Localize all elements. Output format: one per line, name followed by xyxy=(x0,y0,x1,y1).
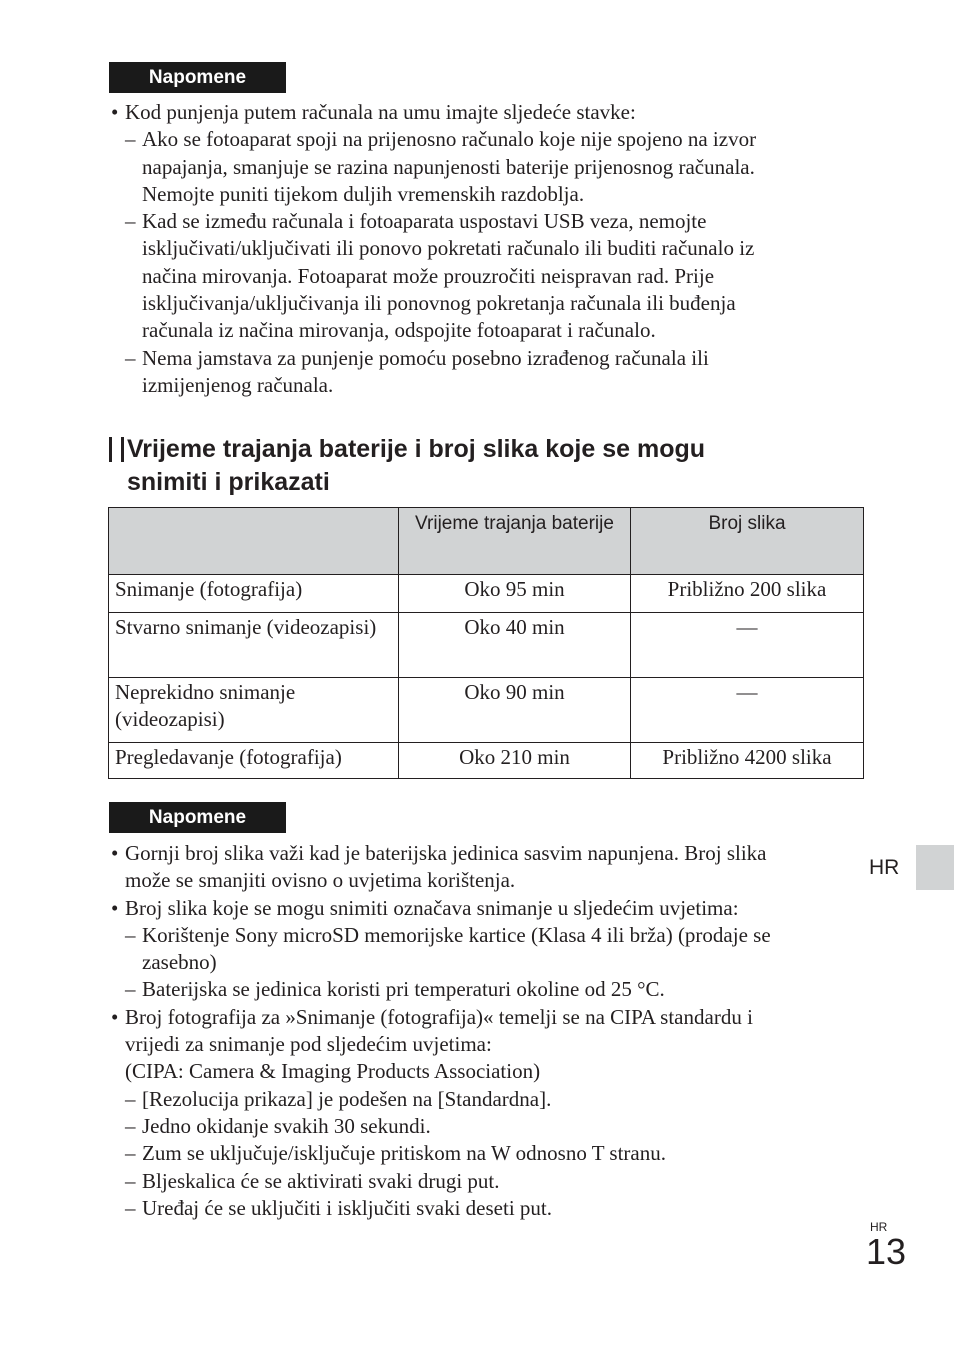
section-marker-icon xyxy=(109,437,124,462)
page-language: HR xyxy=(870,1220,888,1234)
list-item: • Gornji broj slika važi kad je baterijska jedinica sasvim napunjena. Broj slika može se smanjiti ovisno o uvjetima korištenja. xyxy=(109,840,864,895)
list-item: – Ako se fotoaparat spoji na prijenosno računalo koje nije spojeno na izvor napajanja, smanjuje se razina napunjenosti baterije prijenosnog računala. Nemojte puniti tijekom duljih vremenskih razdoblja. xyxy=(109,126,869,208)
table-row xyxy=(109,575,864,613)
table-cell: Neprekidno snimanje (videozapisi) xyxy=(109,678,399,743)
list-item: – Nema jamstava za punjenje pomoću posebno izrađenog računala ili izmijenjenog računala. xyxy=(109,345,869,400)
notes-list-charging xyxy=(109,99,869,399)
table-cell: — xyxy=(631,678,864,743)
list-item: – Kad se između računala i fotoaparata uspostavi USB veza, nemojte isključivati/uključivati ili ponovo pokretati računalo ili buditi računalo iz načina mirovanja. Fotoaparat može prouzročiti neispravan rad. Prije isključivanja/uključivanja ili ponovnog pokretanja računala ili buđenja računala iz načina mirovanja, odspojite fotoaparat i računalo. xyxy=(109,208,869,344)
notes-list-images xyxy=(109,840,864,1222)
table-row xyxy=(109,613,864,678)
table-cell: Oko 95 min xyxy=(399,575,631,613)
table-cell: Oko 40 min xyxy=(399,613,631,678)
list-item: – Baterijska se jedinica koristi pri temperaturi okoline od 25 °C. xyxy=(109,976,864,1003)
table-cell: Pregledavanje (fotografija) xyxy=(109,743,399,779)
table-row xyxy=(109,743,864,779)
table-header xyxy=(109,508,399,575)
language-tab xyxy=(916,845,954,890)
table-header-row xyxy=(109,508,864,575)
table-header: Broj slika xyxy=(631,508,864,575)
table-cell: Približno 200 slika xyxy=(631,575,864,613)
table-cell: Stvarno snimanje (videozapisi) xyxy=(109,613,399,678)
table-row xyxy=(109,678,864,743)
page-number: 13 xyxy=(866,1231,907,1272)
table-cell: Oko 210 min xyxy=(399,743,631,779)
notes-label: Napomene xyxy=(109,802,286,833)
list-item: – Uređaj će se uključiti i isključiti svaki deseti put. xyxy=(109,1195,864,1222)
list-item: • Broj slika koje se mogu snimiti označava snimanje u sljedećim uvjetima: xyxy=(109,895,864,922)
list-item: – Korištenje Sony microSD memorijske kartice (Klasa 4 ili brža) (prodaje se zasebno) xyxy=(109,922,864,977)
battery-life-table xyxy=(108,507,864,779)
table-cell: Snimanje (fotografija) xyxy=(109,575,399,613)
list-item: – Jedno okidanje svakih 30 sekundi. xyxy=(109,1113,864,1140)
section-title: Vrijeme trajanja baterije i broj slika koje se mogu snimiti i prikazati xyxy=(109,433,869,499)
list-item: • Kod punjenja putem računala na umu imajte sljedeće stavke: xyxy=(109,99,869,126)
list-item: – Bljeskalica će se aktivirati svaki drugi put. xyxy=(109,1168,864,1195)
table-cell: — xyxy=(631,613,864,678)
table-header: Vrijeme trajanja baterije xyxy=(399,508,631,575)
list-item: – Zum se uključuje/isključuje pritiskom na W odnosno T stranu. xyxy=(109,1140,864,1167)
table-cell: Približno 4200 slika xyxy=(631,743,864,779)
list-item: – [Rezolucija prikaza] je podešen na [Standardna]. xyxy=(109,1086,864,1113)
table-cell: Oko 90 min xyxy=(399,678,631,743)
notes-label: Napomene xyxy=(109,62,286,93)
language-tab-label: HR xyxy=(869,856,900,879)
list-item: • Broj fotografija za »Snimanje (fotografija)« temelji se na CIPA standardu i vrijedi za snimanje pod sljedećim uvjetima: (CIPA: Camera & Imaging Products Association) xyxy=(109,1004,864,1086)
